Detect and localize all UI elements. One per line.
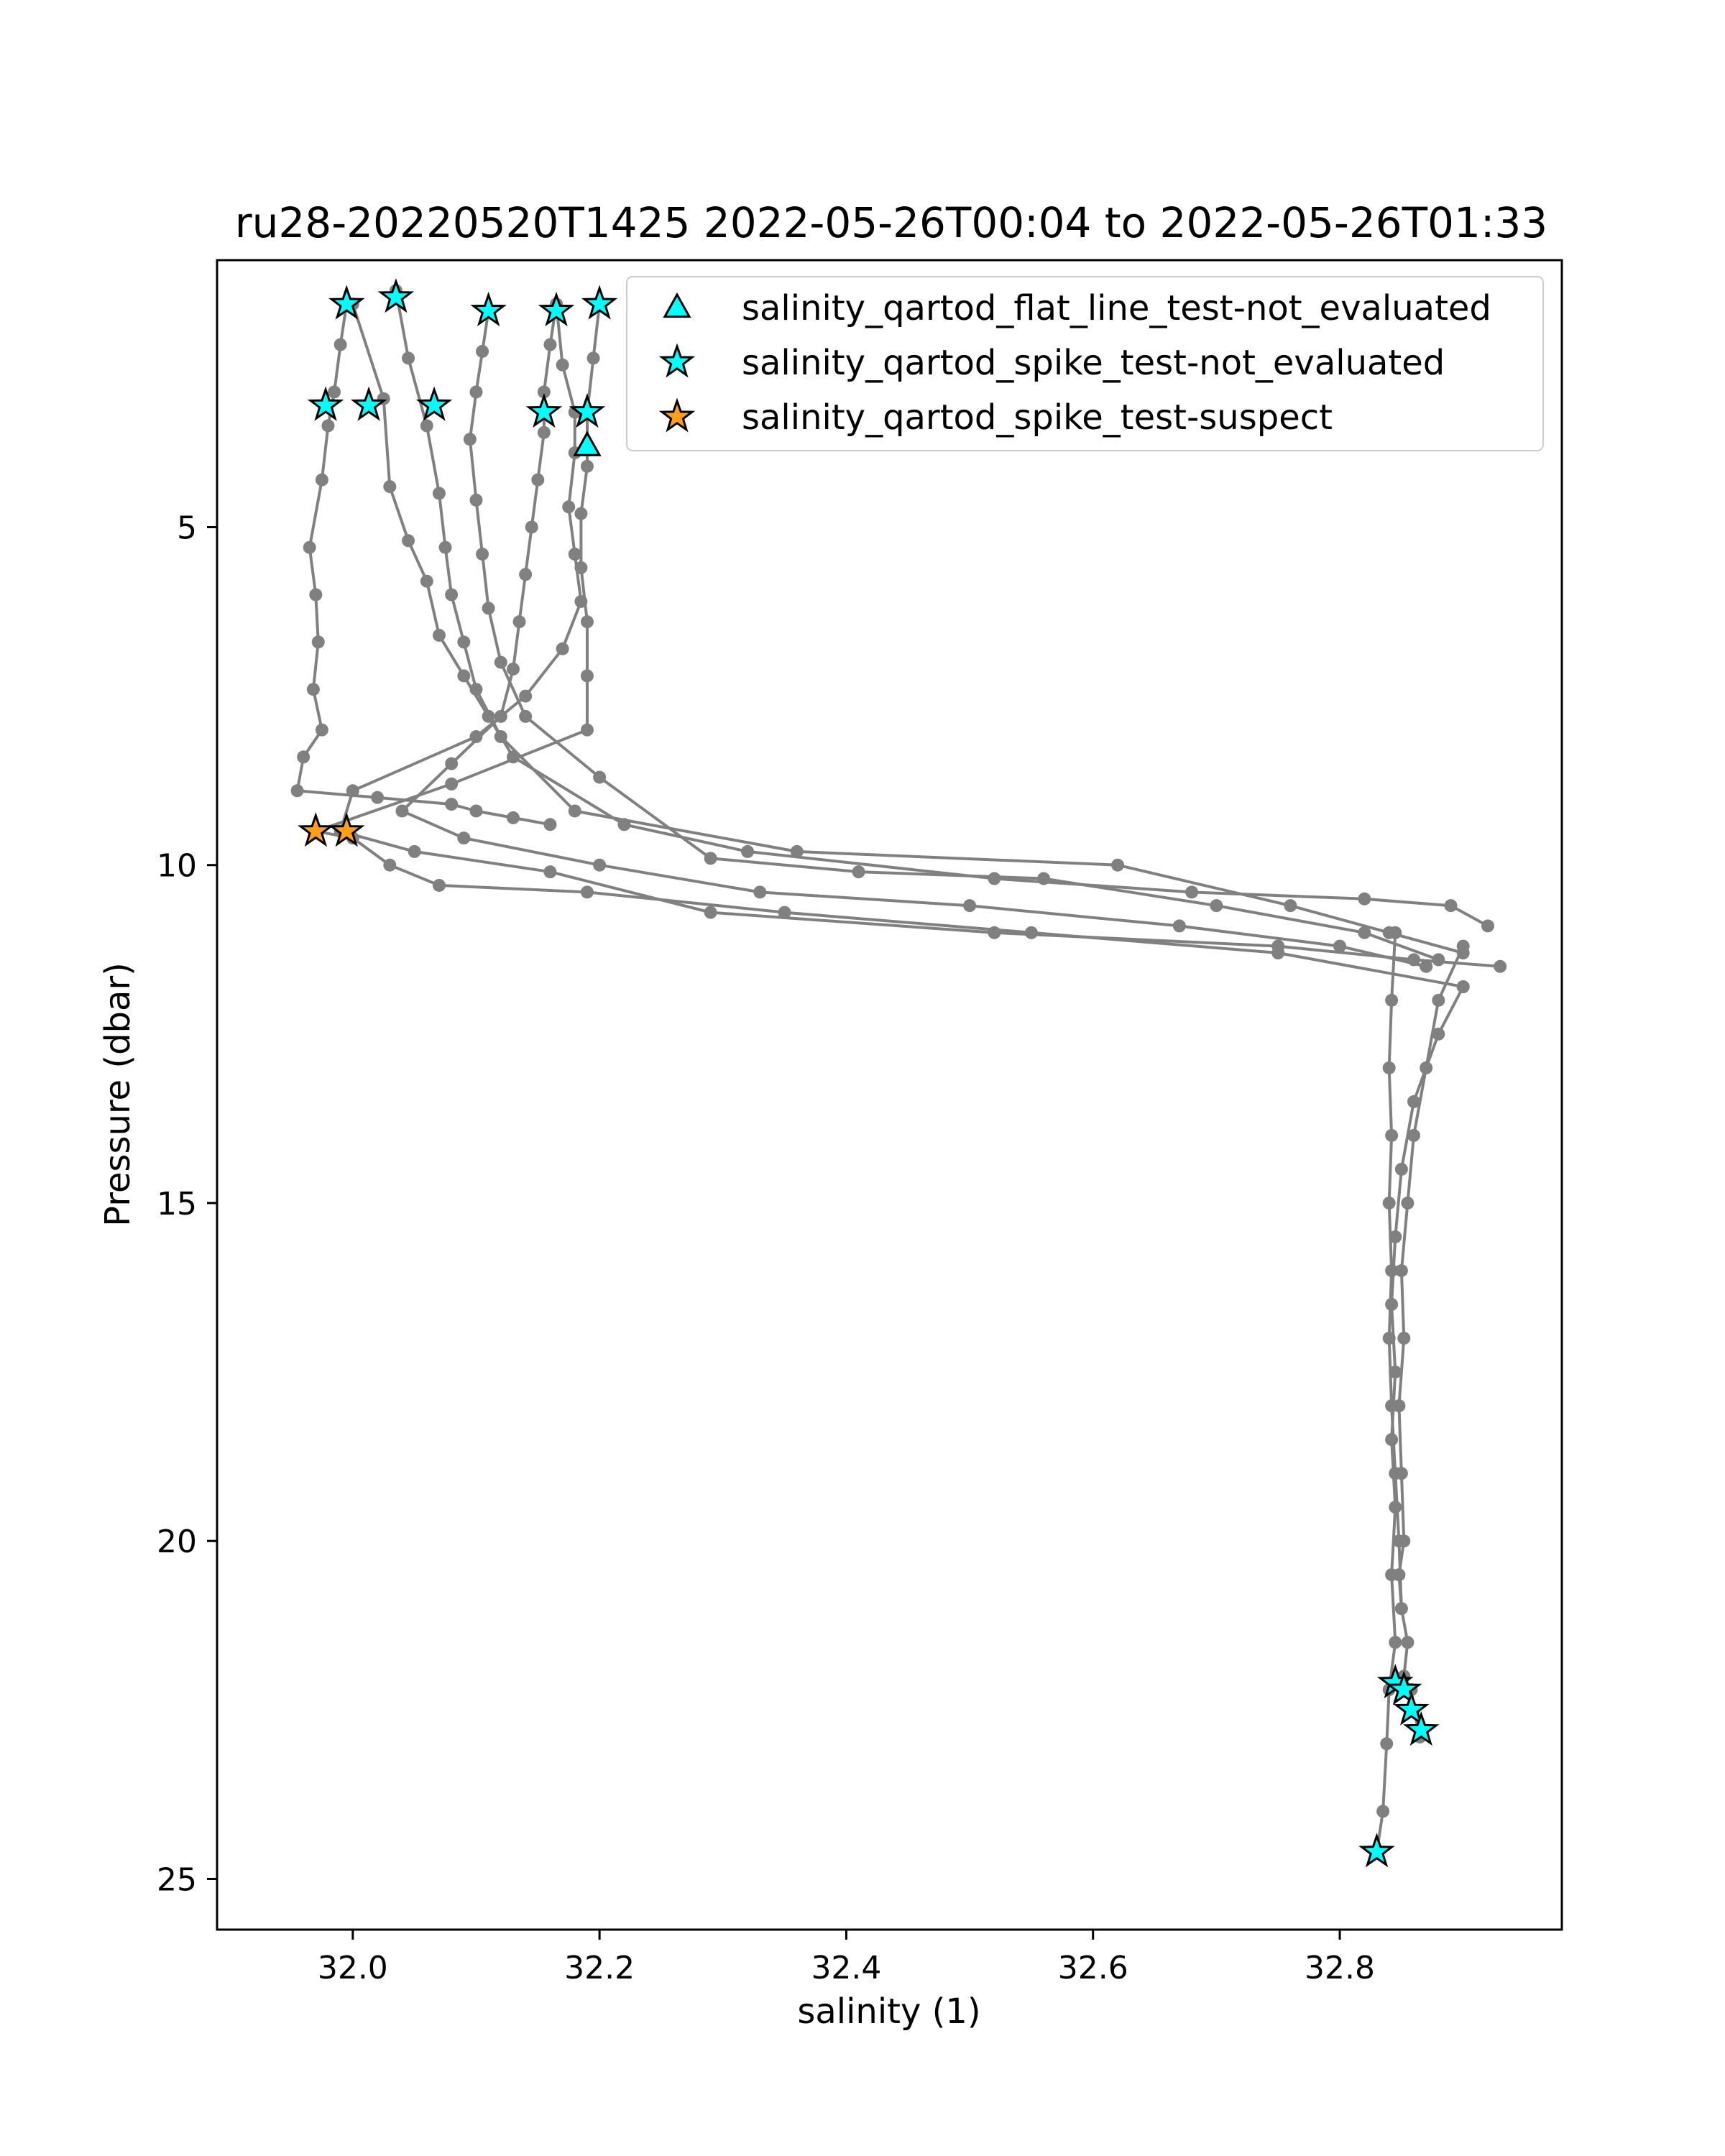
data-point <box>1383 1332 1396 1345</box>
y-axis-label: Pressure (dbar) <box>98 962 138 1227</box>
data-point <box>507 811 520 824</box>
data-point <box>469 804 482 817</box>
data-point <box>1494 960 1506 973</box>
data-point <box>1407 1095 1420 1108</box>
data-point <box>1173 919 1186 932</box>
data-point <box>445 757 458 770</box>
x-tick-label: 32.8 <box>1305 1950 1376 1986</box>
data-point <box>1284 899 1297 912</box>
data-point <box>753 885 766 898</box>
data-point <box>543 338 556 351</box>
data-point <box>402 534 415 547</box>
data-point <box>346 784 359 797</box>
data-point <box>525 520 538 533</box>
data-point <box>494 656 507 669</box>
data-point <box>420 575 433 588</box>
data-point <box>334 338 347 351</box>
data-point <box>988 872 1000 885</box>
data-point <box>1111 859 1124 872</box>
y-tick-label: 20 <box>157 1524 197 1561</box>
data-point <box>1392 1534 1405 1547</box>
data-point <box>303 541 316 554</box>
data-point <box>507 663 520 676</box>
data-point <box>569 548 581 561</box>
data-point <box>469 385 482 398</box>
data-point <box>791 845 804 858</box>
data-point <box>457 635 470 648</box>
data-point <box>574 507 587 520</box>
data-point <box>593 770 606 783</box>
data-point <box>593 859 606 872</box>
data-point <box>1389 1467 1402 1480</box>
data-point <box>519 710 532 723</box>
x-axis-label: salinity (1) <box>797 1991 981 2032</box>
data-point <box>1397 1332 1410 1345</box>
data-point <box>1395 1602 1408 1615</box>
data-point <box>556 359 569 372</box>
data-point <box>312 635 325 648</box>
data-point <box>469 730 482 743</box>
legend <box>627 277 1543 451</box>
data-point <box>297 750 310 763</box>
data-point <box>457 831 470 844</box>
data-point <box>309 589 322 602</box>
data-point <box>1385 1264 1398 1277</box>
data-point <box>383 480 396 493</box>
data-point <box>1445 899 1458 912</box>
data-point <box>433 879 446 892</box>
y-tick-label: 5 <box>177 510 197 547</box>
x-tick-label: 32.2 <box>564 1950 635 1986</box>
data-point <box>445 589 458 602</box>
data-point <box>581 615 594 628</box>
data-point <box>531 474 544 487</box>
data-point <box>704 906 717 919</box>
data-point <box>1385 994 1398 1007</box>
data-point <box>476 548 489 561</box>
data-point <box>445 778 458 791</box>
data-point <box>587 351 600 364</box>
data-point <box>1389 1636 1402 1649</box>
data-point <box>408 845 421 858</box>
data-point <box>1210 899 1223 912</box>
data-point <box>1432 994 1445 1007</box>
data-point <box>513 615 526 628</box>
data-point <box>538 426 551 439</box>
data-point <box>852 865 865 878</box>
data-point <box>1389 1501 1402 1514</box>
data-point <box>469 494 482 507</box>
data-point <box>704 852 717 865</box>
data-point <box>1380 1737 1393 1750</box>
data-point <box>1395 1163 1408 1176</box>
y-tick-label: 25 <box>157 1861 197 1899</box>
data-point <box>1037 872 1050 885</box>
data-point <box>316 724 328 737</box>
data-point <box>581 724 594 737</box>
data-point <box>316 474 328 487</box>
data-point <box>1385 1129 1398 1142</box>
data-point <box>321 419 334 432</box>
data-point <box>1407 953 1420 966</box>
data-point <box>439 541 452 554</box>
data-point <box>328 385 341 398</box>
chart-title: ru28-20220520T1425 2022-05-26T00:04 to 2022-05-26T01:33 <box>234 198 1548 247</box>
data-point <box>1457 940 1470 953</box>
x-tick-label: 32.4 <box>811 1950 882 1986</box>
data-point <box>307 683 320 696</box>
data-point <box>581 885 594 898</box>
data-point <box>1481 919 1494 932</box>
legend-entry-label: salinity_qartod_flat_line_test-not_evaluated <box>742 288 1491 328</box>
data-point <box>741 845 754 858</box>
x-tick-label: 32.6 <box>1057 1950 1128 1986</box>
data-point <box>1401 1636 1414 1649</box>
data-point <box>1432 953 1445 966</box>
data-point <box>1401 1197 1414 1210</box>
data-point <box>383 859 396 872</box>
data-point <box>420 419 433 432</box>
data-point <box>581 669 594 682</box>
data-point <box>291 784 304 797</box>
data-point <box>569 804 581 817</box>
data-point <box>1385 1568 1398 1581</box>
data-point <box>469 683 482 696</box>
data-point <box>464 433 477 446</box>
data-point <box>778 906 791 919</box>
data-point <box>519 690 532 703</box>
data-point <box>1376 1805 1389 1818</box>
data-point <box>445 798 458 811</box>
data-point <box>562 500 575 513</box>
data-point <box>581 460 594 473</box>
data-point <box>371 791 384 804</box>
data-point <box>1457 980 1470 993</box>
data-point <box>1385 1433 1398 1446</box>
legend-entry-label: salinity_qartod_spike_test-suspect <box>742 397 1333 438</box>
x-tick-label: 32.0 <box>317 1950 388 1986</box>
data-point <box>1383 1197 1396 1210</box>
data-point <box>543 865 556 878</box>
data-point <box>1383 1061 1396 1074</box>
data-point <box>395 804 408 817</box>
y-tick-label: 10 <box>157 847 197 885</box>
data-point <box>1025 926 1038 939</box>
data-point <box>543 818 556 831</box>
data-point <box>482 602 495 614</box>
data-point <box>1358 893 1371 906</box>
data-point <box>476 345 489 358</box>
y-tick-label: 15 <box>157 1185 197 1222</box>
data-point <box>1185 885 1198 898</box>
data-point <box>519 568 532 581</box>
data-point <box>433 487 446 499</box>
data-point <box>1432 1028 1445 1041</box>
data-point <box>1271 946 1284 959</box>
data-point <box>574 561 587 574</box>
data-point <box>1385 1399 1398 1412</box>
data-point <box>556 642 569 655</box>
data-point <box>1358 926 1371 939</box>
data-point <box>1389 926 1402 939</box>
data-point <box>402 351 415 364</box>
data-point <box>457 669 470 682</box>
data-point <box>494 730 507 743</box>
legend-entry-label: salinity_qartod_spike_test-not_evaluated <box>742 343 1445 383</box>
data-point <box>963 899 976 912</box>
data-point <box>433 629 446 642</box>
